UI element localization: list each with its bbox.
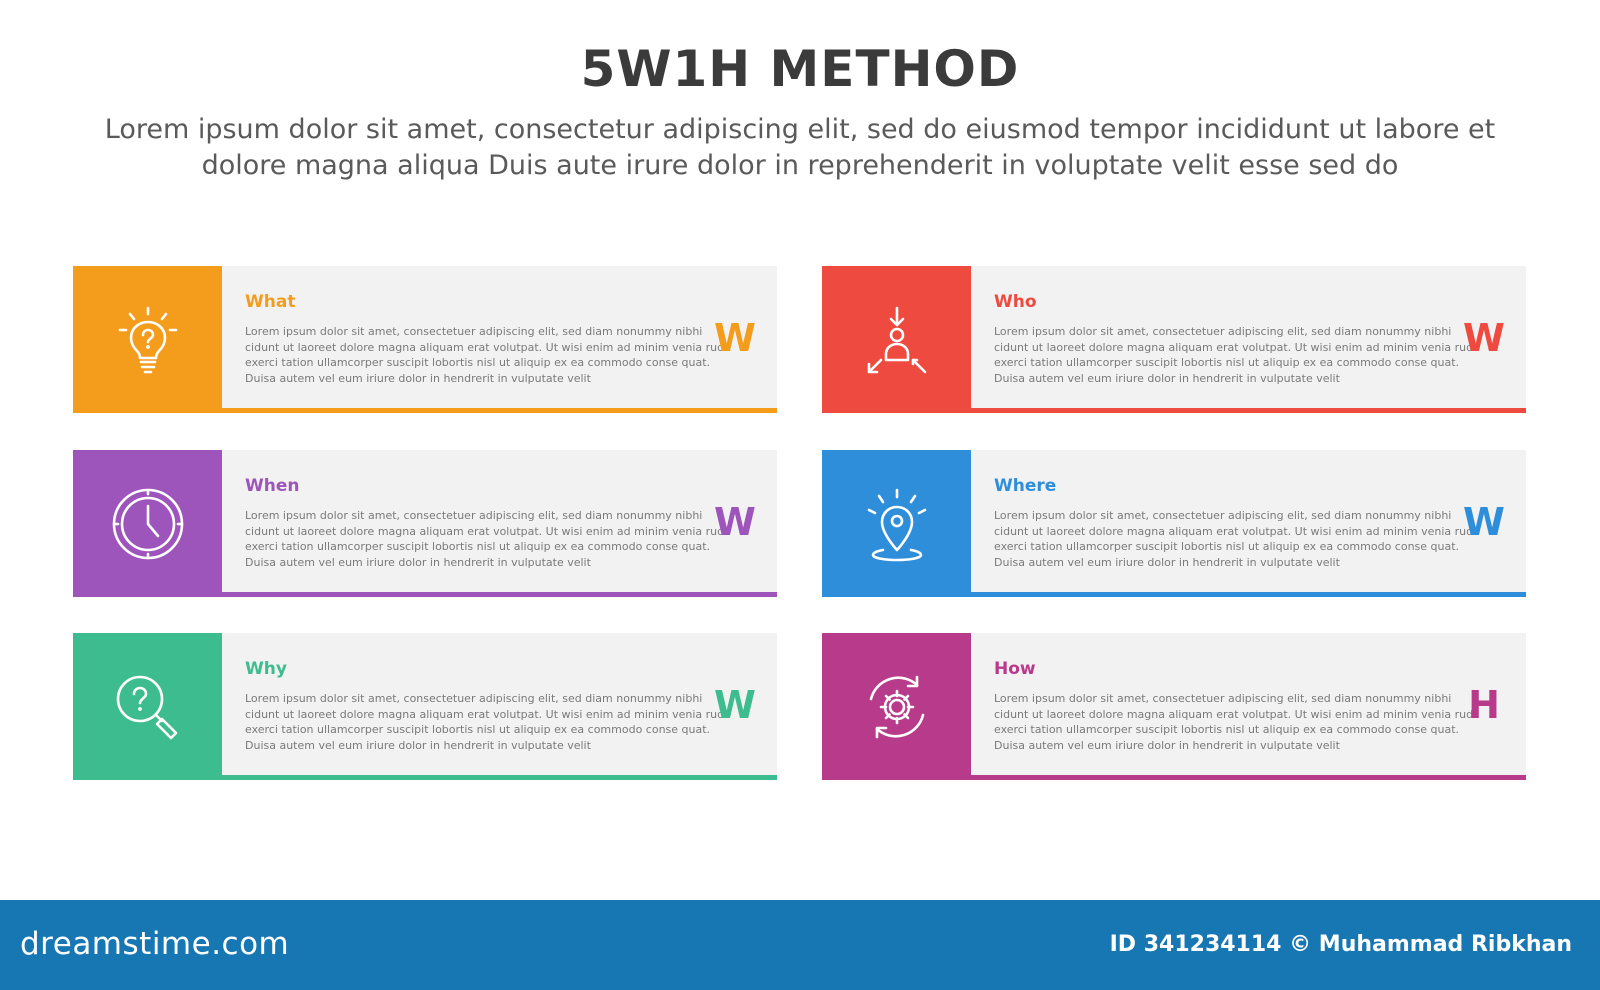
card-title: What xyxy=(245,292,296,312)
page-subtitle: Lorem ipsum dolor sit amet, consectetur adipiscing elit, sed do eiusmod tempor incididunt ut labore et dolore magna aliqua Duis aute irure dolor in reprehenderit in voluptate velit esse sed do xyxy=(104,114,1496,181)
card-icon-box xyxy=(73,266,222,413)
card-what xyxy=(73,266,777,413)
card-underline xyxy=(971,775,1526,780)
card-letter: W xyxy=(714,316,756,360)
card-title: Who xyxy=(994,292,1037,312)
footer-bar xyxy=(0,900,1600,990)
card-underline xyxy=(222,408,777,413)
card-title: How xyxy=(994,659,1036,679)
page-title: 5W1H METHOD xyxy=(580,40,1020,98)
footer-credit: ID 341234114 © Muhammad Ribkhan xyxy=(1109,932,1572,957)
card-icon-box xyxy=(822,266,971,413)
card-icon-box xyxy=(73,633,222,780)
clock-icon xyxy=(108,484,188,564)
card-icon-box xyxy=(822,450,971,597)
card-underline xyxy=(222,592,777,597)
card-who xyxy=(822,266,1526,413)
card-letter: W xyxy=(1463,500,1505,544)
location-pin-icon xyxy=(857,484,937,564)
magnifier-question-icon xyxy=(108,667,188,747)
card-where xyxy=(822,450,1526,597)
card-body: Lorem ipsum dolor sit amet, consectetuer adipiscing elit, sed diam nonummy nibhi cidunt ut laoreet dolore magna aliquam erat volutpat. Ut wisi enim ad minim venia rud exerci tation ullamcorper suscipit lobortis nisl ut aliquip ex ea commodo conse quat. Duisa autem vel eum iriure dolor in hendrerit in vulputate velit xyxy=(245,692,725,752)
card-underline xyxy=(971,408,1526,413)
card-letter: W xyxy=(714,500,756,544)
card-body: Lorem ipsum dolor sit amet, consectetuer adipiscing elit, sed diam nonummy nibhi cidunt ut laoreet dolore magna aliquam erat volutpat. Ut wisi enim ad minim venia rud exerci tation ullamcorper suscipit lobortis nisl ut aliquip ex ea commodo conse quat. Duisa autem vel eum iriure dolor in hendrerit in vulputate velit xyxy=(994,509,1474,569)
lightbulb-question-icon xyxy=(108,300,188,380)
card-body: Lorem ipsum dolor sit amet, consectetuer adipiscing elit, sed diam nonummy nibhi cidunt ut laoreet dolore magna aliquam erat volutpat. Ut wisi enim ad minim venia rud exerci tation ullamcorper suscipit lobortis nisl ut aliquip ex ea commodo conse quat. Duisa autem vel eum iriure dolor in hendrerit in vulputate velit xyxy=(994,692,1474,752)
card-icon-box xyxy=(822,633,971,780)
card-letter: W xyxy=(1463,316,1505,360)
card-underline xyxy=(222,775,777,780)
card-title: When xyxy=(245,476,300,496)
card-why xyxy=(73,633,777,780)
card-when xyxy=(73,450,777,597)
card-body: Lorem ipsum dolor sit amet, consectetuer adipiscing elit, sed diam nonummy nibhi cidunt ut laoreet dolore magna aliquam erat volutpat. Ut wisi enim ad minim venia rud exerci tation ullamcorper suscipit lobortis nisl ut aliquip ex ea commodo conse quat. Duisa autem vel eum iriure dolor in hendrerit in vulputate velit xyxy=(994,325,1474,385)
card-title: Why xyxy=(245,659,287,679)
card-how xyxy=(822,633,1526,780)
card-underline xyxy=(971,592,1526,597)
card-letter: W xyxy=(714,683,756,727)
card-body: Lorem ipsum dolor sit amet, consectetuer adipiscing elit, sed diam nonummy nibhi cidunt ut laoreet dolore magna aliquam erat volutpat. Ut wisi enim ad minim venia rud exerci tation ullamcorper suscipit lobortis nisl ut aliquip ex ea commodo conse quat. Duisa autem vel eum iriure dolor in hendrerit in vulputate velit xyxy=(245,509,725,569)
gear-cycle-icon xyxy=(857,667,937,747)
person-target-icon xyxy=(857,300,937,380)
card-letter: H xyxy=(1468,683,1500,727)
card-icon-box xyxy=(73,450,222,597)
card-body: Lorem ipsum dolor sit amet, consectetuer adipiscing elit, sed diam nonummy nibhi cidunt ut laoreet dolore magna aliquam erat volutpat. Ut wisi enim ad minim venia rud exerci tation ullamcorper suscipit lobortis nisl ut aliquip ex ea commodo conse quat. Duisa autem vel eum iriure dolor in hendrerit in vulputate velit xyxy=(245,325,725,385)
footer-logo: dreamstime.com xyxy=(20,926,290,962)
card-title: Where xyxy=(994,476,1057,496)
